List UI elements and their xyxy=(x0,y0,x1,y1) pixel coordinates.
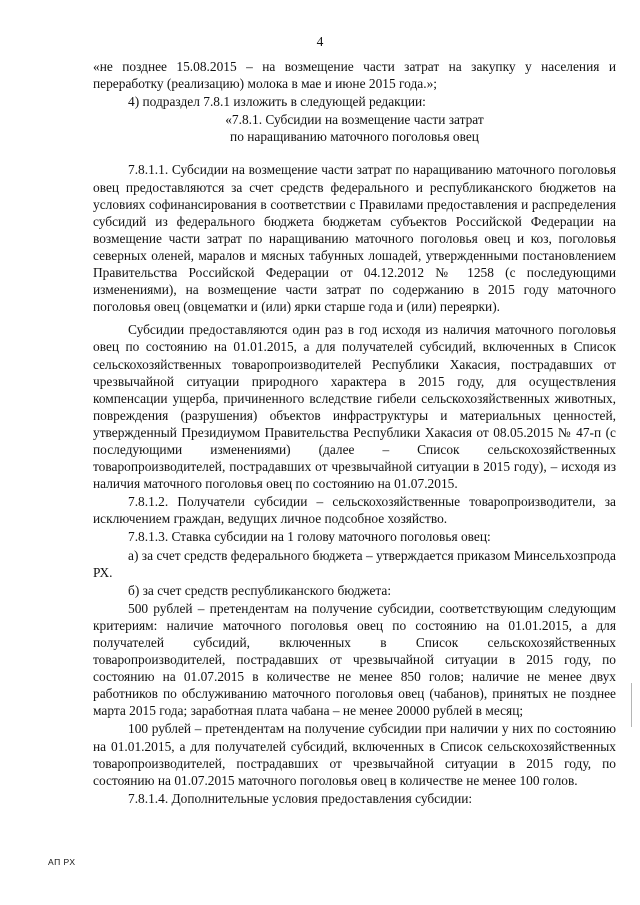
paragraph-rate-500: 500 рублей – претендентам на получение субсидии, соответствующим следующим критериям: наличие маточного поголовья овец по состоянию на 01.01.2015, а для получателей субсидий, включенных в Список сельскохозяйственных товаропроизводителей, пострадавших от чрезвычайной ситуации в 2015 году, по состоянию на 01.07.2015 в количестве не менее 850 голов; наличие не менее двух работников по обслуживанию маточного поголовья овец (чабанов), принятых не позднее марта 2015 года; заработная плата чабана – не менее 20000 рублей в месяц; xyxy=(93,600,616,719)
paragraph-milk-deadline: «не позднее 15.08.2015 – на возмещение части затрат на закупку у населения и переработку (реализацию) молока в мае и июне 2015 года.»; xyxy=(93,59,616,92)
paragraph-subsidy-conditions: Субсидии предоставляются один раз в год исходя из наличия маточного поголовья овец по состоянию на 01.01.2015, а для получателей субсидий, включенных в Список сельскохозяйственных товаропроизводителей Республики Хакасия, пострадавших от чрезвычайной ситуации природного характера в 2015 году, для осуществления компенсации ущерба, причиненного вследствие гибели сельскохозяйственных животных, повреждения (разрушения) объектов инфраструктуры и материальных ценностей, утвержденный Президиумом Правительства Республики Хакасия от 08.05.2015 № 47-п (с последующими изменениями) (далее – Список сельскохозяйственных товаропроизводителей, пострадавших от чрезвычайной ситуации в 2015 году), – исходя из наличия маточного поголовья овец по состоянию на 01.07.2015. xyxy=(93,322,616,492)
document-body xyxy=(93,58,616,808)
paragraph-rate-100: 100 рублей – претендентам на получение субсидии при наличии у них по состоянию на 01.01.2015, а для получателей субсидий, включенных в Список сельскохозяйственных товаропроизводителей, пострадавших от чрезвычайной ситуации в 2015 году, по состоянию на 01.07.2015 маточного поголовья овец в количестве не менее 100 голов. xyxy=(93,721,616,788)
paragraph-7-8-1-4: 7.8.1.4. Дополнительные условия предоставления субсидии: xyxy=(128,790,473,806)
footer-code: АП РХ xyxy=(48,857,76,867)
paragraph-republican-rate: б) за счет средств республиканского бюджета: xyxy=(128,582,392,598)
section-heading-line-1: «7.8.1. Субсидии на возмещение части затрат xyxy=(225,112,484,128)
paragraph-federal-rate: а) за счет средств федерального бюджета – утверждается приказом Минсельхозпрода РХ. xyxy=(93,547,616,580)
page-number: 4 xyxy=(316,34,324,49)
scan-edge-mark xyxy=(631,683,632,727)
paragraph-7-8-1-3: 7.8.1.3. Ставка субсидии на 1 голову маточного поголовья овец: xyxy=(128,529,491,545)
paragraph-7-8-1-1: 7.8.1.1. Субсидии на возмещение части затрат по наращиванию маточного поголовья овец предоставляются за счет средств федерального и республиканского бюджетов на условиях софинансирования в соответствии с Правилами предоставления и распределения субсидий из федерального бюджета бюджетам субъектов Российской Федерации на возмещение части затрат по наращиванию маточного поголовья овец и коз, поголовья северных оленей, маралов и мясных табунных лошадей, утвержденными постановлением Правительства Российской Федерации от 04.12.2012 № 1258 (с последующими изменениями), на возмещение части затрат по содержанию в 2015 году маточного поголовья овец (овцематки и (или) ярки старше года и (или) переярки). xyxy=(93,162,616,315)
section-heading-line-2: по наращиванию маточного поголовья овец xyxy=(230,129,479,145)
paragraph-7-8-1-2: 7.8.1.2. Получатели субсидии – сельскохозяйственные товаропроизводители, за исключением граждан, ведущих личное подсобное хозяйство. xyxy=(93,494,616,527)
paragraph-amendment-item-4: 4) подраздел 7.8.1 изложить в следующей редакции: xyxy=(128,94,426,110)
